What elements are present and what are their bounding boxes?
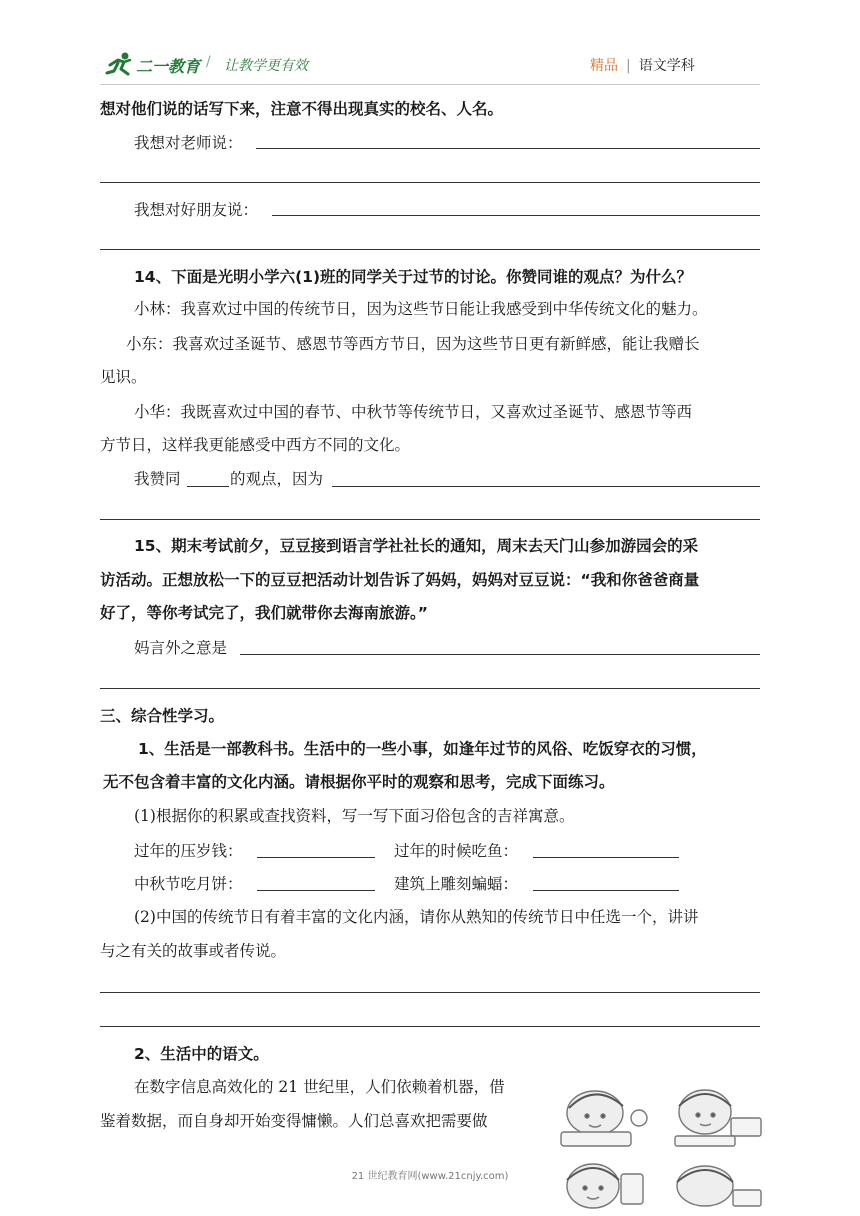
q15-line-2: 访活动。正想放松一下的豆豆把活动计划告诉了妈妈，妈妈对豆豆说：“我和你爸爸商量 xyxy=(100,571,700,589)
runner-icon xyxy=(104,51,134,79)
q14-xiaohua-1: 小华：我既喜欢过中国的春节、中秋节等传统节日，又喜欢过圣诞节、感恩节等西 xyxy=(134,403,693,421)
custom-label-1: 过年的压岁钱： xyxy=(134,842,243,860)
prompt-teacher: 我想对老师说： xyxy=(134,134,243,152)
q14-reason-line[interactable] xyxy=(332,486,760,487)
s1-line-2: 无不包含着丰富的文化内涵。请根据你平时的观察和思考，完成下面练习。 xyxy=(103,773,615,791)
story-line-1[interactable] xyxy=(100,992,760,993)
tag-separator: | xyxy=(626,58,631,74)
custom-blank-4[interactable] xyxy=(533,890,679,891)
prompt-friend: 我想对好朋友说： xyxy=(134,201,259,219)
q14-reason-line-2[interactable] xyxy=(100,519,760,520)
q15-line-1: 15、期末考试前夕，豆豆接到语言学社社长的通知，周末去天门山参加游园会的采 xyxy=(134,537,699,555)
logo-text: 二一教育 xyxy=(136,56,201,76)
children-devices-illustration xyxy=(555,1078,770,1216)
custom-blank-1[interactable] xyxy=(257,857,375,858)
q14-agree-b: 的观点，因为 xyxy=(230,470,324,488)
s2-line-1: 在数字信息高效化的 21 世纪里，人们依赖着机器，借 xyxy=(134,1078,505,1096)
q14-xiaodong-1: 小东：我喜欢过圣诞节、感恩节等西方节日，因为这些节日更有新鲜感，能让我赠长 xyxy=(126,335,700,353)
q15-line-3: 好了，等你考试完了，我们就带你去海南旅游。” xyxy=(100,604,428,622)
q14-xiaodong-2: 见识。 xyxy=(100,368,147,386)
intro-line: 想对他们说的话写下来，注意不得出现真实的校名、人名。 xyxy=(100,100,504,118)
s2-title: 2、生活中的语文。 xyxy=(134,1045,269,1063)
s2-line-2: 鉴着数据，而自身却开始变得慵懒。人们总喜欢把需要做 xyxy=(100,1112,488,1130)
q15-answer-line-2[interactable] xyxy=(100,688,760,689)
answer-line-friend[interactable] xyxy=(272,215,760,216)
q15-answer-line[interactable] xyxy=(240,654,760,655)
footer-source: 21 世纪教育网(www.21cnjy.com) xyxy=(351,1171,509,1182)
header-divider: / xyxy=(206,54,211,70)
s1-line-1: 1、生活是一部教科书。生活中的一些小事，如逢年过节的风俗、吃饭穿衣的习惯， xyxy=(138,740,707,758)
site-logo xyxy=(104,50,200,80)
q15-answer-prompt: 妈言外之意是 xyxy=(134,639,228,657)
custom-blank-2[interactable] xyxy=(533,857,679,858)
q14-xiaolin: 小林：我喜欢过中国的传统节日，因为这些节日能让我感受到中华传统文化的魅力。 xyxy=(134,300,708,318)
s1-sub2-line-1: (2)中国的传统节日有着丰富的文化内涵，请你从熟知的传统节日中任选一个，讲讲 xyxy=(134,908,699,926)
answer-line-teacher-2[interactable] xyxy=(100,182,760,183)
quality-tag: 精品 xyxy=(590,58,618,74)
subject-label: 语文学科 xyxy=(638,58,695,74)
q14-title: 14、下面是光明小学六(1)班的同学关于过节的讨论。你赞同谁的观点？为什么？ xyxy=(134,268,693,286)
q14-agree-a: 我赞同 xyxy=(134,470,181,488)
q14-xiaohua-2: 方节日，这样我更能感受中西方不同的文化。 xyxy=(100,436,411,454)
story-line-2[interactable] xyxy=(100,1026,760,1027)
slogan: 让教学更有效 xyxy=(224,58,308,74)
custom-label-4: 建筑上雕刻蝙蝠： xyxy=(394,875,519,893)
s1-sub1: (1)根据你的积累或查找资料，写一写下面习俗包含的吉祥寓意。 xyxy=(134,807,575,825)
custom-label-3: 中秋节吃月饼： xyxy=(134,875,243,893)
answer-line-friend-2[interactable] xyxy=(100,249,760,250)
custom-label-2: 过年的时候吃鱼： xyxy=(394,842,519,860)
q14-name-blank[interactable] xyxy=(187,486,229,487)
header-rule xyxy=(100,84,760,85)
answer-line-teacher[interactable] xyxy=(256,148,760,149)
s1-sub2-line-2: 与之有关的故事或者传说。 xyxy=(100,942,287,960)
header-right xyxy=(590,55,695,75)
custom-blank-3[interactable] xyxy=(257,890,375,891)
section3-title: 三、综合性学习。 xyxy=(100,707,225,725)
